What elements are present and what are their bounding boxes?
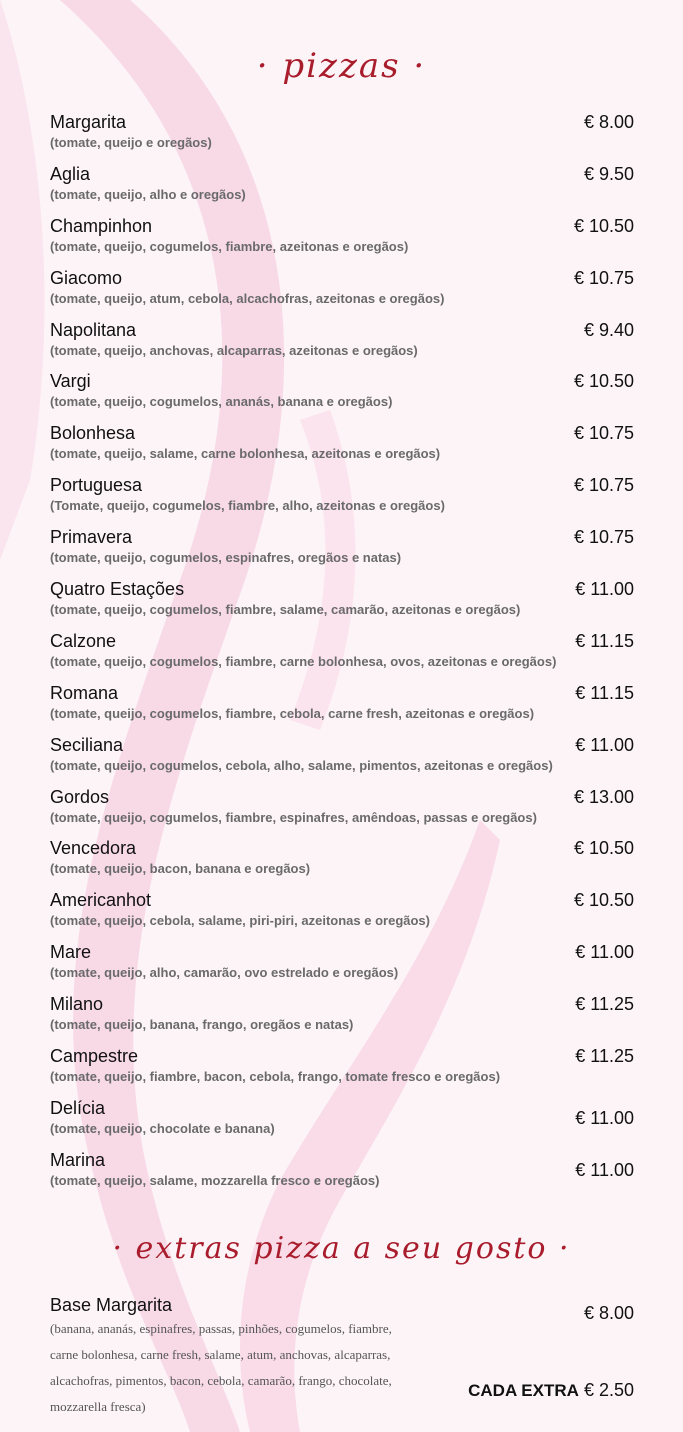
item-description: (tomate, queijo, atum, cebola, alcachofras, azeitonas e oregãos) — [50, 290, 445, 306]
item-name: Romana — [50, 682, 119, 703]
extras-base-name: Base Margarita — [50, 1295, 173, 1315]
item-price: € 10.75 — [573, 527, 634, 548]
item-name: Champinhon — [50, 215, 153, 236]
menu-item — [50, 784, 634, 836]
item-name: Vargi — [50, 371, 91, 392]
extra-price-row — [468, 1377, 634, 1404]
item-price: € 10.50 — [573, 838, 634, 859]
menu-item — [50, 265, 634, 317]
item-description: (tomate, queijo, cogumelos, espinafres, oregãos e natas) — [50, 550, 402, 566]
item-name: Delícia — [50, 1097, 106, 1118]
item-name: Napolitana — [50, 319, 137, 340]
item-description: (tomate, queijo, cogumelos, fiambre, azeitonas e oregãos) — [50, 238, 409, 254]
item-description: (tomate, queijo, salame, mozzarella fresco e oregãos) — [50, 1172, 380, 1188]
item-name: Mare — [50, 942, 92, 963]
item-name: Calzone — [50, 630, 117, 651]
extras-base-price: € 8.00 — [583, 1303, 634, 1323]
item-price: € 11.25 — [575, 994, 634, 1015]
item-description: (tomate, queijo, cogumelos, cebola, alho, salame, pimentos, azeitonas e oregãos) — [50, 757, 553, 773]
item-price: € 11.00 — [575, 1107, 634, 1128]
item-name: Bolonhesa — [50, 423, 136, 444]
item-description: (tomate, queijo, cogumelos, ananás, banana e oregãos) — [50, 394, 393, 410]
menu-item — [50, 576, 634, 628]
item-price: € 11.00 — [575, 1159, 634, 1180]
item-description: (tomate, queijo, banana, frango, oregãos e natas) — [50, 1017, 354, 1033]
item-description: (tomate, queijo, alho, camarão, ovo estrelado e oregãos) — [50, 965, 399, 981]
item-price: € 9.40 — [583, 319, 634, 340]
menu-item — [50, 368, 634, 420]
item-description: (tomate, queijo, alho e oregãos) — [50, 186, 246, 202]
pizzas-heading: · pizzas · — [256, 46, 427, 86]
item-price: € 8.00 — [583, 112, 634, 132]
item-price: € 11.00 — [575, 942, 634, 963]
menu-item — [50, 628, 634, 680]
menu-item — [50, 887, 634, 939]
extra-label: CADA EXTRA — [468, 1381, 579, 1400]
item-name: Aglia — [50, 163, 91, 184]
menu-item — [50, 317, 634, 369]
item-description: (tomate, queijo, bacon, banana e oregãos) — [50, 861, 311, 877]
extras-heading: · extras pizza a seu gosto · — [112, 1231, 571, 1266]
item-name: Milano — [50, 994, 104, 1015]
extras-list: (banana, ananás, espinafres, passas, pinhões, cogumelos, fiambre, carne bolonhesa, carne fresh, salame, atum, anchovas, alcaparras, alcachofras, pimentos, bacon, cebola, camarão, frango, chocolate, mozzarella fresca) — [50, 1321, 392, 1414]
item-price: € 11.25 — [575, 1046, 634, 1067]
item-description: (Tomate, queijo, cogumelos, fiambre, alho, azeitonas e oregãos) — [50, 498, 445, 514]
menu-item — [50, 1043, 634, 1095]
item-description: (tomate, queijo e oregãos) — [50, 135, 212, 150]
menu-item — [50, 524, 634, 576]
item-name: Quatro Estações — [50, 579, 185, 600]
item-description: (tomate, queijo, cogumelos, fiambre, cebola, carne fresh, azeitonas e oregãos) — [50, 705, 535, 721]
item-description: (tomate, queijo, cogumelos, fiambre, carne bolonhesa, ovos, azeitonas e oregãos) — [50, 653, 557, 669]
item-description: (tomate, queijo, cogumelos, fiambre, salame, camarão, azeitonas e oregãos) — [50, 602, 521, 618]
item-description: (tomate, queijo, cogumelos, fiambre, espinafres, amêndoas, passas e oregãos) — [50, 809, 537, 825]
item-price: € 11.00 — [575, 734, 634, 755]
item-price: € 10.75 — [573, 475, 634, 496]
item-name: Americanhot — [50, 890, 152, 911]
item-name: Portuguesa — [50, 475, 143, 496]
item-price: € 10.75 — [573, 267, 634, 288]
menu-item — [50, 1147, 634, 1199]
pizza-list — [50, 109, 634, 1199]
item-price: € 10.75 — [573, 423, 634, 444]
item-name: Campestre — [50, 1046, 139, 1067]
item-name: Marina — [50, 1149, 106, 1170]
item-price: € 11.15 — [575, 682, 634, 703]
menu-item — [50, 835, 634, 887]
item-name: Seciliana — [50, 734, 124, 755]
menu-item — [50, 161, 634, 213]
menu-item — [50, 732, 634, 784]
item-price: € 10.50 — [573, 890, 634, 911]
item-price: € 11.15 — [575, 630, 634, 651]
menu-item — [50, 991, 634, 1043]
menu-item — [50, 213, 634, 265]
menu-item — [50, 680, 634, 732]
item-description: (tomate, queijo, salame, carne bolonhesa, azeitonas e oregãos) — [50, 446, 441, 462]
item-description: (tomate, queijo, chocolate e banana) — [50, 1120, 275, 1136]
item-price: € 11.00 — [575, 579, 634, 600]
item-name: Primavera — [50, 527, 133, 548]
item-price: € 13.00 — [573, 786, 634, 807]
item-name: Giacomo — [50, 267, 123, 288]
item-name: Gordos — [50, 786, 110, 807]
extras-section — [50, 1292, 634, 1422]
item-price: € 10.50 — [573, 371, 634, 392]
item-name: Vencedora — [50, 838, 137, 859]
item-price: € 9.50 — [583, 163, 634, 184]
menu-item — [50, 1095, 634, 1147]
item-name: Margarita — [50, 112, 127, 132]
item-price: € 10.50 — [573, 215, 634, 236]
item-description: (tomate, queijo, anchovas, alcaparras, azeitonas e oregãos) — [50, 342, 418, 358]
item-description: (tomate, queijo, fiambre, bacon, cebola, frango, tomate fresco e oregãos) — [50, 1069, 501, 1085]
menu-item — [50, 939, 634, 991]
menu-item — [50, 420, 634, 472]
item-description: (tomate, queijo, cebola, salame, piri-piri, azeitonas e oregãos) — [50, 913, 430, 929]
extra-price: € 2.50 — [583, 1380, 634, 1400]
menu-item — [50, 109, 634, 161]
menu-item — [50, 472, 634, 524]
